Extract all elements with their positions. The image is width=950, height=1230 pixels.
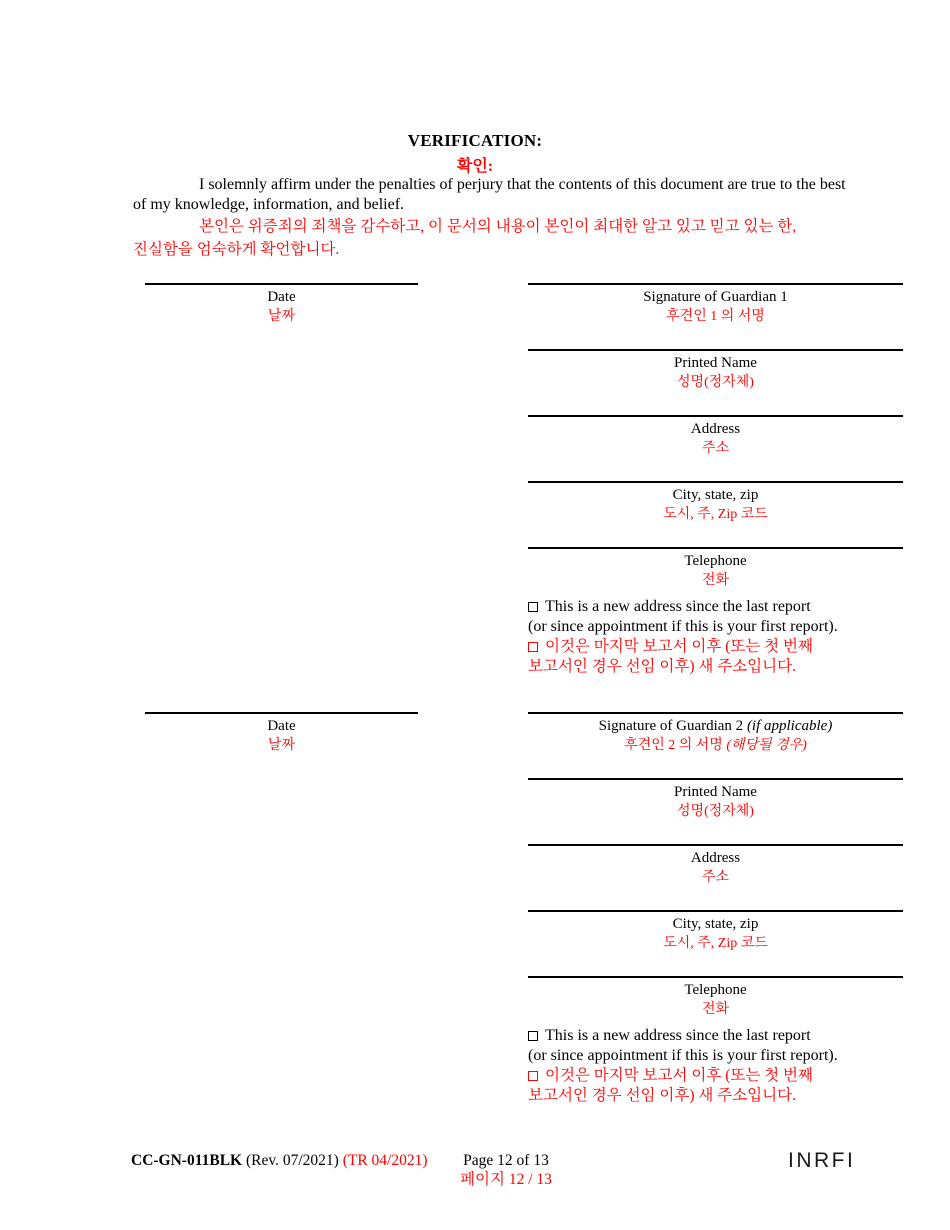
date-label-en: Date <box>267 289 296 305</box>
new-address-checkbox-group <box>528 1026 920 1106</box>
new-address-text1-ko: 이것은 마지막 보고서 이후 (또는 첫 번째 <box>545 1067 813 1084</box>
telephone-label-ko: 전화 <box>701 573 730 588</box>
date-label-ko: 날짜 <box>267 738 296 753</box>
verification-title-en: VERIFICATION: <box>407 131 543 150</box>
signature-field <box>528 712 903 755</box>
address-field <box>528 844 903 887</box>
affirmation-en-line-1: I solemnly affirm under the penalties of perjury that the contents of this document are true to the best <box>199 176 846 193</box>
address-label-en: Address <box>690 850 741 866</box>
telephone-label-en: Telephone <box>684 553 747 569</box>
telephone-label-ko: 전화 <box>701 1002 730 1017</box>
signature-label-en <box>528 714 903 735</box>
city-state-zip-field <box>528 481 903 524</box>
address-label-ko: 주소 <box>701 441 730 456</box>
guardian-1-date-field <box>145 283 418 326</box>
new-address-text1-ko: 이것은 마지막 보고서 이후 (또는 첫 번째 <box>545 638 813 655</box>
affirmation-ko-line-1: 본인은 위증죄의 죄책을 감수하고, 이 문서의 내용이 본인이 최대한 알고 있고 믿고 있는 한, <box>199 218 797 235</box>
printed-name-label-ko: 성명(정자체) <box>677 375 754 390</box>
affirmation-paragraph <box>133 175 893 261</box>
new-address-text1-en: This is a new address since the last report <box>545 598 811 615</box>
page-number-en: Page 12 of 13 <box>463 1152 549 1169</box>
signature-label-ko-text: 후견인 2 의 서명 <box>624 738 727 753</box>
signature-label-ko-text: 후견인 1 의 서명 <box>666 309 765 324</box>
new-address-line1-en <box>528 1026 920 1046</box>
signature-field <box>528 283 903 326</box>
address-label-en: Address <box>690 421 741 437</box>
affirmation-en-line-2: of my knowledge, information, and belief. <box>133 196 405 213</box>
date-label-en: Date <box>267 718 296 734</box>
telephone-field <box>528 976 903 1019</box>
address-label-ko: 주소 <box>701 870 730 885</box>
signature-label-ko <box>528 735 903 755</box>
form-translation-revision: (TR 04/2021) <box>342 1152 428 1169</box>
guardian-1-signature-block <box>0 283 950 703</box>
printed-name-label-en: Printed Name <box>674 784 757 800</box>
page-number-ko: 페이지 12 / 13 <box>460 1171 552 1188</box>
new-address-line2-ko: 보고서인 경우 선임 이후) 새 주소입니다. <box>528 1087 796 1104</box>
new-address-checkbox-ko[interactable] <box>528 1071 538 1081</box>
signature-label-en <box>528 285 903 306</box>
new-address-line1-ko <box>528 637 920 657</box>
form-number: CC-GN-011BLK <box>131 1152 243 1169</box>
printed-name-label-en: Printed Name <box>674 355 757 371</box>
printed-name-label-ko: 성명(정자체) <box>677 804 754 819</box>
signature-label-en-text: Signature of Guardian 1 <box>643 289 788 305</box>
new-address-checkbox-group <box>528 597 920 677</box>
new-address-checkbox-en[interactable] <box>528 602 538 612</box>
guardian-2-date-field <box>145 712 418 755</box>
telephone-field <box>528 547 903 590</box>
signature-label-en-italic: (if applicable) <box>746 718 833 734</box>
city-state-zip-label-ko: 도시, 주, Zip 코드 <box>663 936 768 951</box>
city-state-zip-field <box>528 910 903 953</box>
new-address-line1-en <box>528 597 920 617</box>
printed-name-field <box>528 349 903 392</box>
new-address-line2-en: (or since appointment if this is your first report). <box>528 618 838 635</box>
city-state-zip-label-en: City, state, zip <box>672 487 759 503</box>
new-address-checkbox-en[interactable] <box>528 1031 538 1041</box>
new-address-line2-en: (or since appointment if this is your first report). <box>528 1047 838 1064</box>
new-address-text1-en: This is a new address since the last report <box>545 1027 811 1044</box>
city-state-zip-label-en: City, state, zip <box>672 916 759 932</box>
new-address-checkbox-ko[interactable] <box>528 642 538 652</box>
affirmation-ko-line-2: 진실함을 엄숙하게 확언합니다. <box>133 241 340 258</box>
signature-label-ko-italic: (해당될 경우) <box>726 738 807 753</box>
city-state-zip-label-ko: 도시, 주, Zip 코드 <box>663 507 768 522</box>
new-address-line1-ko <box>528 1066 920 1086</box>
watermark-text: INRFI <box>788 1149 856 1172</box>
printed-name-field <box>528 778 903 821</box>
signature-label-en-text: Signature of Guardian 2 <box>598 718 747 734</box>
signature-label-ko <box>528 306 903 326</box>
telephone-label-en: Telephone <box>684 982 747 998</box>
page-indicator <box>381 1152 631 1189</box>
form-revision: (Rev. 07/2021) <box>245 1152 339 1169</box>
new-address-line2-ko: 보고서인 경우 선임 이후) 새 주소입니다. <box>528 658 796 675</box>
address-field <box>528 415 903 458</box>
verification-heading <box>0 131 950 176</box>
date-label-ko: 날짜 <box>267 309 296 324</box>
verification-title-ko: 확인: <box>456 158 494 175</box>
guardian-2-signature-block <box>0 712 950 1132</box>
